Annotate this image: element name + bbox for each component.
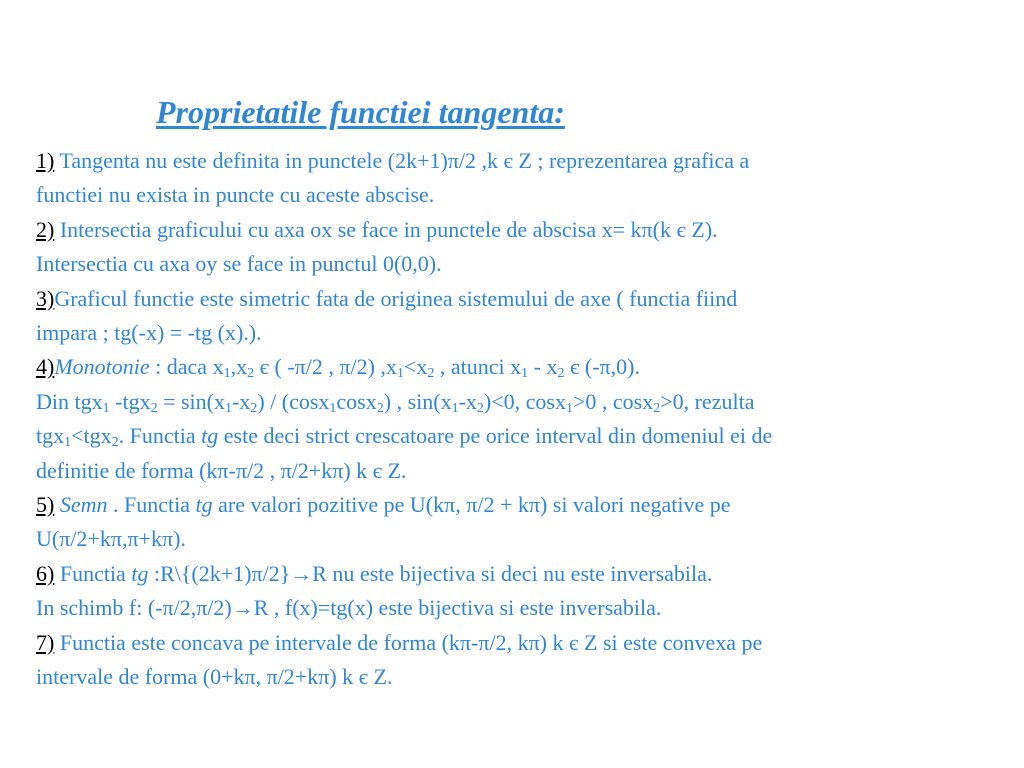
property-number: 5) bbox=[36, 492, 55, 518]
property-3-line-1 bbox=[36, 282, 996, 316]
text-segment: tgx bbox=[36, 423, 65, 449]
text-segment: Graficul functie este simetric fata de originea sistemului de axe ( functia fiind bbox=[54, 285, 738, 311]
subscript: 2 bbox=[111, 435, 119, 451]
italic-term: tg bbox=[201, 423, 219, 449]
property-5-line-1 bbox=[36, 488, 996, 522]
property-4-line-2 bbox=[36, 385, 996, 419]
property-number: 1) bbox=[36, 148, 55, 173]
text-segment: Functia bbox=[54, 560, 132, 586]
subscript: 2 bbox=[250, 400, 258, 416]
text-segment: є (-π,0). bbox=[564, 354, 640, 380]
text-segment: ) , sin(x bbox=[383, 388, 452, 414]
text-segment: intervale de forma (0+kπ, π/2+kπ) k є Z. bbox=[36, 664, 393, 690]
text-segment: -tgx bbox=[109, 388, 151, 414]
slide-title: Proprietatile functiei tangenta: bbox=[156, 94, 565, 130]
italic-term: Semn bbox=[59, 492, 108, 518]
text-segment: >0, rezulta bbox=[660, 388, 755, 414]
text-segment: cosx bbox=[336, 388, 377, 414]
property-1-line-1 bbox=[36, 144, 996, 178]
text-segment: definitie de forma (kπ-π/2 , π/2+kπ) k є Z. bbox=[36, 457, 407, 483]
subscript: 1 bbox=[565, 400, 573, 416]
property-4-line-1 bbox=[36, 350, 996, 384]
subscript: 2 bbox=[653, 400, 661, 416]
text-segment: Functia este concava pe intervale de forma (kπ-π/2, kπ) k є Z si este convexa pe bbox=[54, 629, 763, 655]
property-4-line-3 bbox=[36, 419, 996, 453]
subscript: 2 bbox=[427, 366, 435, 382]
property-number: 3) bbox=[36, 285, 55, 311]
slide-body bbox=[36, 144, 996, 695]
property-number: 7) bbox=[36, 629, 55, 655]
text-segment: Intersectia cu axa oy se face in punctul 0(0,0). bbox=[36, 251, 442, 277]
text-segment: )<0, cosx bbox=[483, 388, 566, 414]
italic-term: Monotonie bbox=[54, 354, 150, 380]
subscript: 2 bbox=[557, 366, 565, 382]
text-segment: -x bbox=[458, 388, 477, 414]
subscript: 2 bbox=[376, 400, 384, 416]
text-segment: >0 , cosx bbox=[572, 388, 654, 414]
subscript: 1 bbox=[329, 400, 337, 416]
text-segment: = sin(x bbox=[157, 388, 225, 414]
text-segment: є ( -π/2 , π/2) ,x bbox=[254, 354, 397, 380]
subscript: 1 bbox=[225, 400, 232, 416]
subscript: 2 bbox=[150, 400, 158, 416]
property-7-line-1 bbox=[36, 626, 996, 660]
property-number: 2) bbox=[36, 216, 55, 242]
property-number: 6) bbox=[36, 560, 55, 586]
text-segment: -x bbox=[232, 388, 251, 414]
text-segment: ,x bbox=[230, 354, 248, 380]
subscript: 2 bbox=[476, 400, 484, 416]
italic-term: tg bbox=[131, 560, 149, 586]
property-2-line-1 bbox=[36, 213, 996, 247]
subscript: 1 bbox=[223, 366, 231, 382]
text-segment: :R\{(2k+1)π/2}→R nu este bijectiva si deci nu este inversabila. bbox=[148, 560, 713, 586]
text-segment: Tangenta nu este definita in punctele (2k+1)π/2 ,k є Z ; reprezentarea grafica a bbox=[54, 148, 750, 173]
property-4-line-4 bbox=[36, 454, 996, 488]
property-6-line-1 bbox=[36, 557, 996, 591]
text-segment: are valori pozitive pe U(kπ, π/2 + kπ) si valori negative pe bbox=[212, 492, 731, 518]
text-segment: . Functia bbox=[107, 492, 196, 518]
text-segment: - x bbox=[528, 354, 558, 380]
property-number: 4) bbox=[36, 354, 55, 380]
text-segment: ) / (cosx bbox=[257, 388, 330, 414]
text-segment: , atunci x bbox=[434, 354, 522, 380]
property-7-line-2 bbox=[36, 660, 996, 694]
text-segment: <tgx bbox=[71, 423, 112, 449]
text-segment: In schimb f: (-π/2,π/2)→R , f(x)=tg(x) este bijectiva si este inversabila. bbox=[36, 595, 662, 621]
text-segment: : daca x bbox=[149, 354, 224, 380]
subscript: 1 bbox=[451, 400, 459, 416]
property-5-line-2 bbox=[36, 522, 996, 556]
text-segment: este deci strict crescatoare pe orice interval din domeniul ei de bbox=[218, 423, 773, 449]
subscript: 2 bbox=[247, 366, 255, 382]
text-segment: impara ; tg(-x) = -tg (x).). bbox=[36, 320, 262, 346]
text-segment: U(π/2+kπ,π+kπ). bbox=[36, 526, 186, 552]
text-segment: Intersectia graficului cu axa ox se face in punctele de abscisa x= kπ(k є Z). bbox=[54, 216, 718, 242]
text-segment: Din tgx bbox=[36, 388, 103, 414]
subscript: 1 bbox=[521, 366, 529, 382]
property-6-line-2 bbox=[36, 591, 996, 625]
text-segment: functiei nu exista in puncte cu aceste abscise. bbox=[36, 182, 435, 208]
property-1-line-2 bbox=[36, 178, 996, 212]
subscript: 1 bbox=[396, 366, 404, 382]
text-segment: . Functia bbox=[118, 423, 202, 449]
text-segment: <x bbox=[403, 354, 428, 380]
subscript: 1 bbox=[102, 400, 110, 416]
subscript: 1 bbox=[64, 435, 72, 451]
italic-term: tg bbox=[195, 492, 213, 518]
property-3-line-2 bbox=[36, 316, 996, 350]
property-2-line-2 bbox=[36, 247, 996, 281]
